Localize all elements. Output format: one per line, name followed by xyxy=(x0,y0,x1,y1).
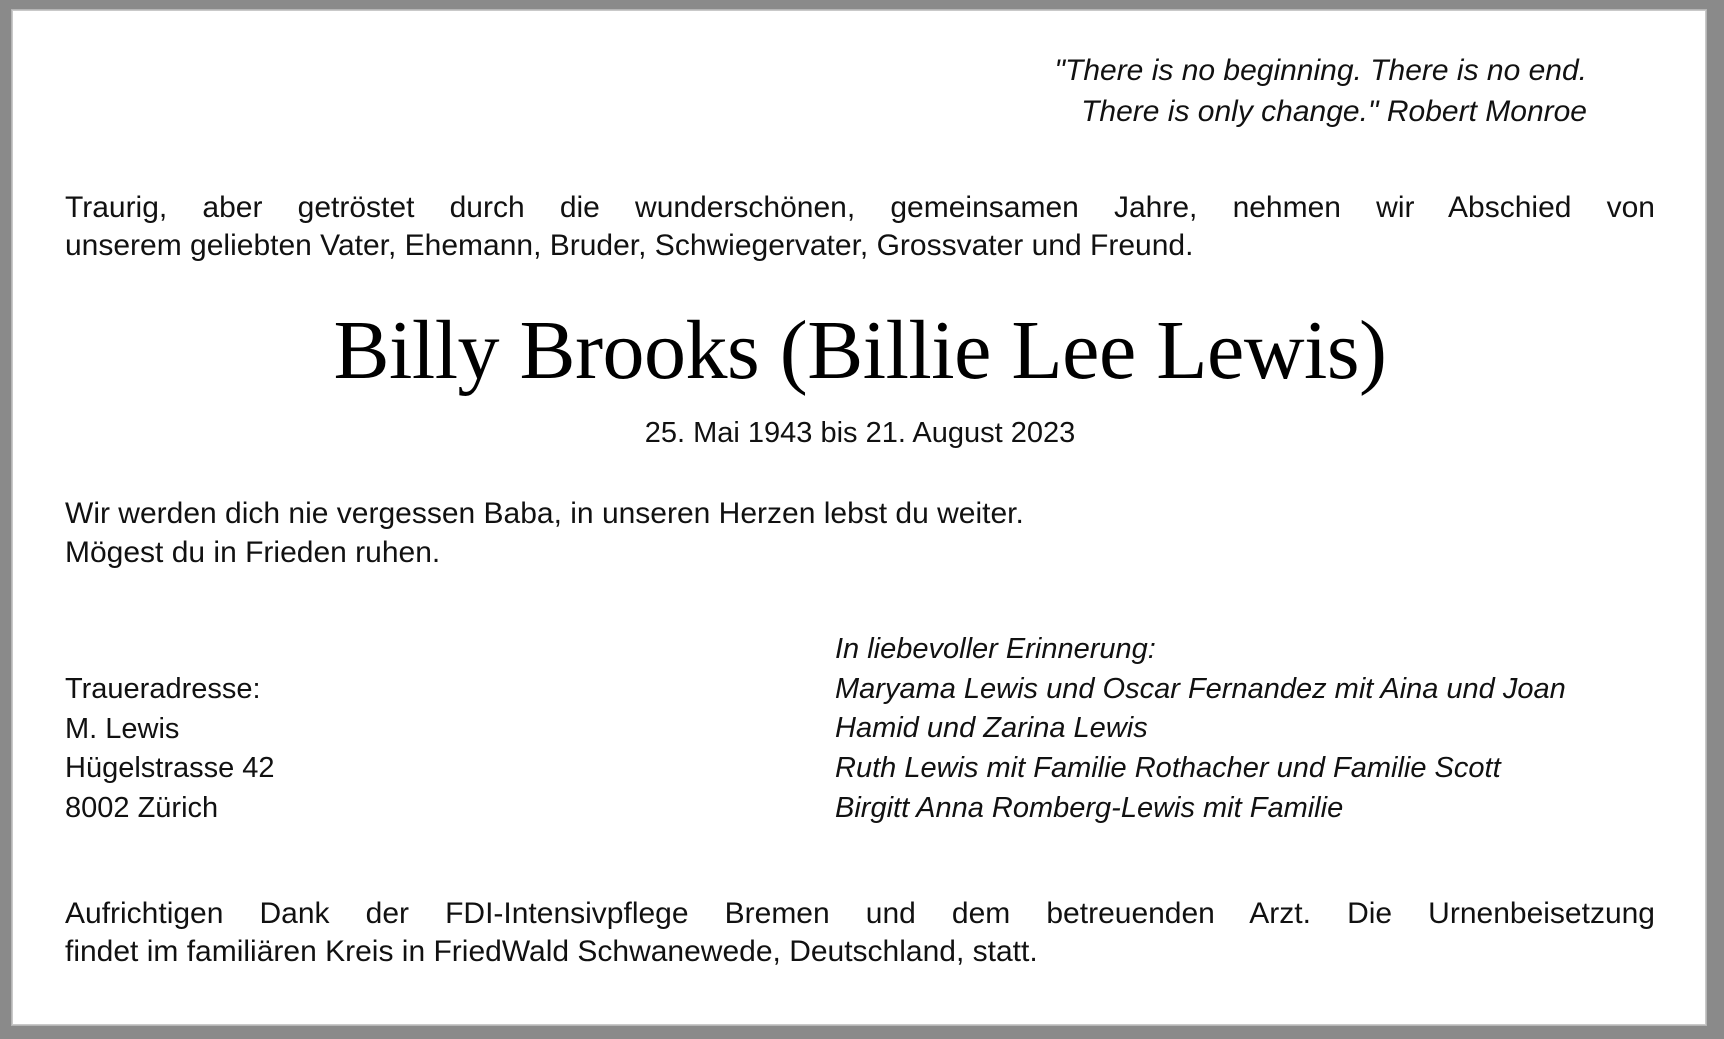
details-columns xyxy=(65,630,1655,829)
in-memory-line: Birgitt Anna Romberg-Lewis mit Familie xyxy=(835,791,1344,824)
thanks-paragraph xyxy=(65,895,1655,971)
mourning-address-label: Traueradresse: xyxy=(65,672,261,705)
mourning-address-block xyxy=(65,630,835,829)
memory-paragraph xyxy=(65,494,1655,572)
epigraph-quote xyxy=(65,51,1587,133)
life-dates: 25. Mai 1943 bis 21. August 2023 xyxy=(644,416,1076,449)
quote-line-2: There is only change." Robert Monroe xyxy=(1081,94,1587,128)
obituary-page xyxy=(12,10,1706,1025)
intro-line-2: unserem geliebten Vater, Ehemann, Bruder, Schwiegervater, Grossvater und Freund. xyxy=(65,228,1194,262)
in-memory-heading: In liebevoller Erinnerung: xyxy=(835,632,1156,665)
deceased-name: Billy Brooks (Billie Lee Lewis) xyxy=(333,303,1387,397)
in-memory-line: Ruth Lewis mit Familie Rothacher und Familie Scott xyxy=(835,752,1501,785)
quote-line-1: "There is no beginning. There is no end. xyxy=(1054,54,1587,87)
in-memory-block xyxy=(835,630,1655,829)
in-memory-line: Hamid und Zarina Lewis xyxy=(835,712,1148,745)
memory-line-2: Mögest du in Frieden ruhen. xyxy=(65,535,441,569)
thanks-line-2: findet im familiären Kreis in FriedWald Schwanewede, Deutschland, statt. xyxy=(65,934,1038,968)
in-memory-line: Maryama Lewis und Oscar Fernandez mit Aina und Joan xyxy=(835,672,1566,705)
intro-line-1: Traurig, aber getröstet durch die wunderschönen, gemeinsamen Jahre, nehmen wir Abschied von xyxy=(65,190,1655,224)
thanks-line-1: Aufrichtigen Dank der FDI-Intensivpflege Bremen und dem betreuenden Arzt. Die Urnenbeisetzung xyxy=(65,896,1655,930)
mourning-address-street: Hügelstrasse 42 xyxy=(65,752,275,785)
mourning-address-name: M. Lewis xyxy=(65,712,180,745)
intro-paragraph xyxy=(65,189,1655,265)
memory-line-1: Wir werden dich nie vergessen Baba, in unseren Herzen lebst du weiter. xyxy=(65,496,1024,530)
obituary-content xyxy=(13,11,1705,1024)
mourning-address-city: 8002 Zürich xyxy=(65,792,219,825)
